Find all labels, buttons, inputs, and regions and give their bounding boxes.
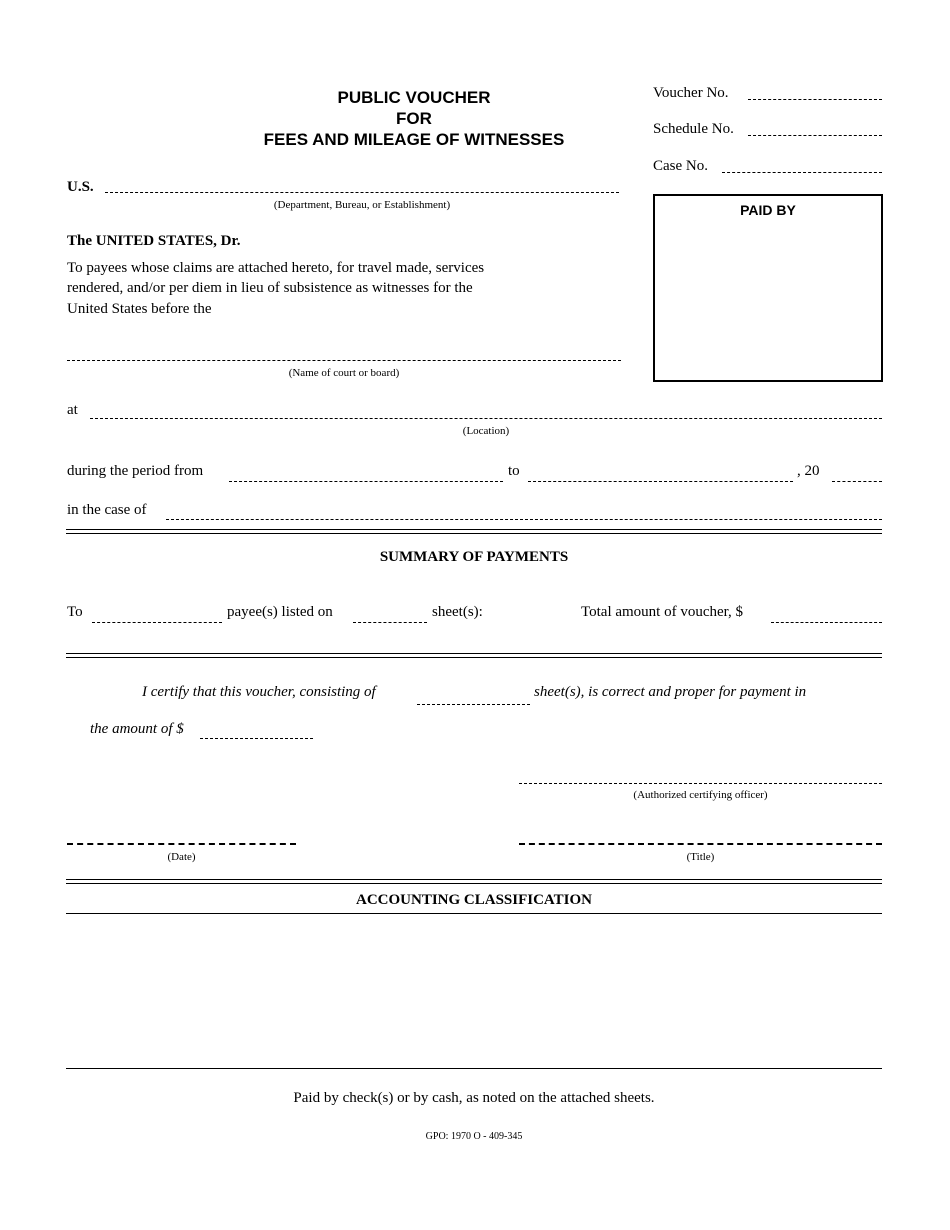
- sheet-count-field[interactable]: [353, 607, 427, 623]
- department-caption: (Department, Bureau, or Establishment): [273, 199, 451, 211]
- paid-by-label: PAID BY: [740, 202, 796, 218]
- payees-listed-label: payee(s) listed on: [227, 604, 333, 620]
- accounting-bottom-rule: [66, 1068, 882, 1069]
- title-line-1: PUBLIC VOUCHER: [337, 88, 491, 107]
- title-caption: (Title): [686, 851, 715, 863]
- location-caption: (Location): [462, 425, 510, 437]
- case-of-field[interactable]: [166, 504, 882, 520]
- paid-note: Paid by check(s) or by cash, as noted on the attached sheets.: [293, 1090, 655, 1106]
- location-field[interactable]: [90, 403, 882, 419]
- total-amount-label: Total amount of voucher, $: [581, 604, 744, 620]
- accounting-heading: ACCOUNTING CLASSIFICATION: [355, 892, 592, 908]
- summary-to-label: To: [67, 604, 83, 620]
- officer-caption: (Authorized certifying officer): [633, 789, 768, 801]
- divider-rule: [66, 883, 882, 884]
- divider-rule: [66, 529, 882, 530]
- us-label: U.S.: [67, 179, 94, 195]
- voucher-no-field[interactable]: [748, 84, 882, 100]
- court-caption: (Name of court or board): [288, 367, 400, 379]
- divider-rule: [66, 657, 882, 658]
- date-field[interactable]: [67, 826, 296, 842]
- period-from-field[interactable]: [229, 466, 503, 482]
- at-label: at: [67, 402, 78, 418]
- schedule-no-field[interactable]: [748, 120, 882, 136]
- officer-signature-field[interactable]: [519, 766, 882, 782]
- officer-underline: [519, 783, 882, 784]
- divider-rule: [66, 533, 882, 534]
- title-line-3: FEES AND MILEAGE OF WITNESSES: [263, 130, 565, 149]
- title-underline: [519, 843, 882, 845]
- voucher-no-label: Voucher No.: [653, 85, 729, 101]
- united-states-heading: The UNITED STATES, Dr.: [67, 233, 241, 249]
- certify-text-b: sheet(s), is correct and proper for payment in: [534, 684, 807, 700]
- payee-count-field[interactable]: [92, 607, 222, 623]
- period-to-field[interactable]: [528, 466, 793, 482]
- payee-text-line-2: rendered, and/or per diem in lieu of subsistence as witnesses for the: [67, 280, 473, 296]
- certify-text-a: I certify that this voucher, consisting of: [142, 684, 376, 700]
- date-underline: [67, 843, 296, 845]
- case-no-label: Case No.: [653, 158, 708, 174]
- paid-by-box[interactable]: [653, 194, 883, 382]
- payee-text-line-3: United States before the: [67, 301, 212, 317]
- gpo-note: GPO: 1970 O - 409-345: [425, 1131, 523, 1142]
- department-field[interactable]: [105, 177, 619, 193]
- court-field[interactable]: [67, 345, 621, 361]
- form-title: [234, 87, 594, 150]
- accounting-classification-area[interactable]: [66, 918, 882, 1064]
- title-field[interactable]: [519, 826, 882, 842]
- payee-text-line-1: To payees whose claims are attached hereto, for travel made, services: [67, 260, 485, 276]
- date-caption: (Date): [167, 851, 196, 863]
- year-label: , 20: [797, 463, 820, 479]
- case-of-label: in the case of: [67, 502, 147, 518]
- schedule-no-label: Schedule No.: [653, 121, 734, 137]
- divider-rule: [66, 879, 882, 880]
- to-label: to: [508, 463, 520, 479]
- period-label: during the period from: [67, 463, 204, 479]
- cert-sheets-field[interactable]: [417, 689, 530, 705]
- certify-text-c: the amount of $: [90, 721, 184, 737]
- sheets-label: sheet(s):: [432, 604, 483, 620]
- summary-heading: SUMMARY OF PAYMENTS: [379, 549, 569, 565]
- year-field[interactable]: [832, 466, 882, 482]
- case-no-field[interactable]: [722, 157, 882, 173]
- title-line-2: FOR: [396, 109, 432, 128]
- divider-rule: [66, 653, 882, 654]
- total-amount-field[interactable]: [771, 607, 882, 623]
- cert-amount-field[interactable]: [200, 723, 313, 739]
- accounting-top-rule: [66, 913, 882, 914]
